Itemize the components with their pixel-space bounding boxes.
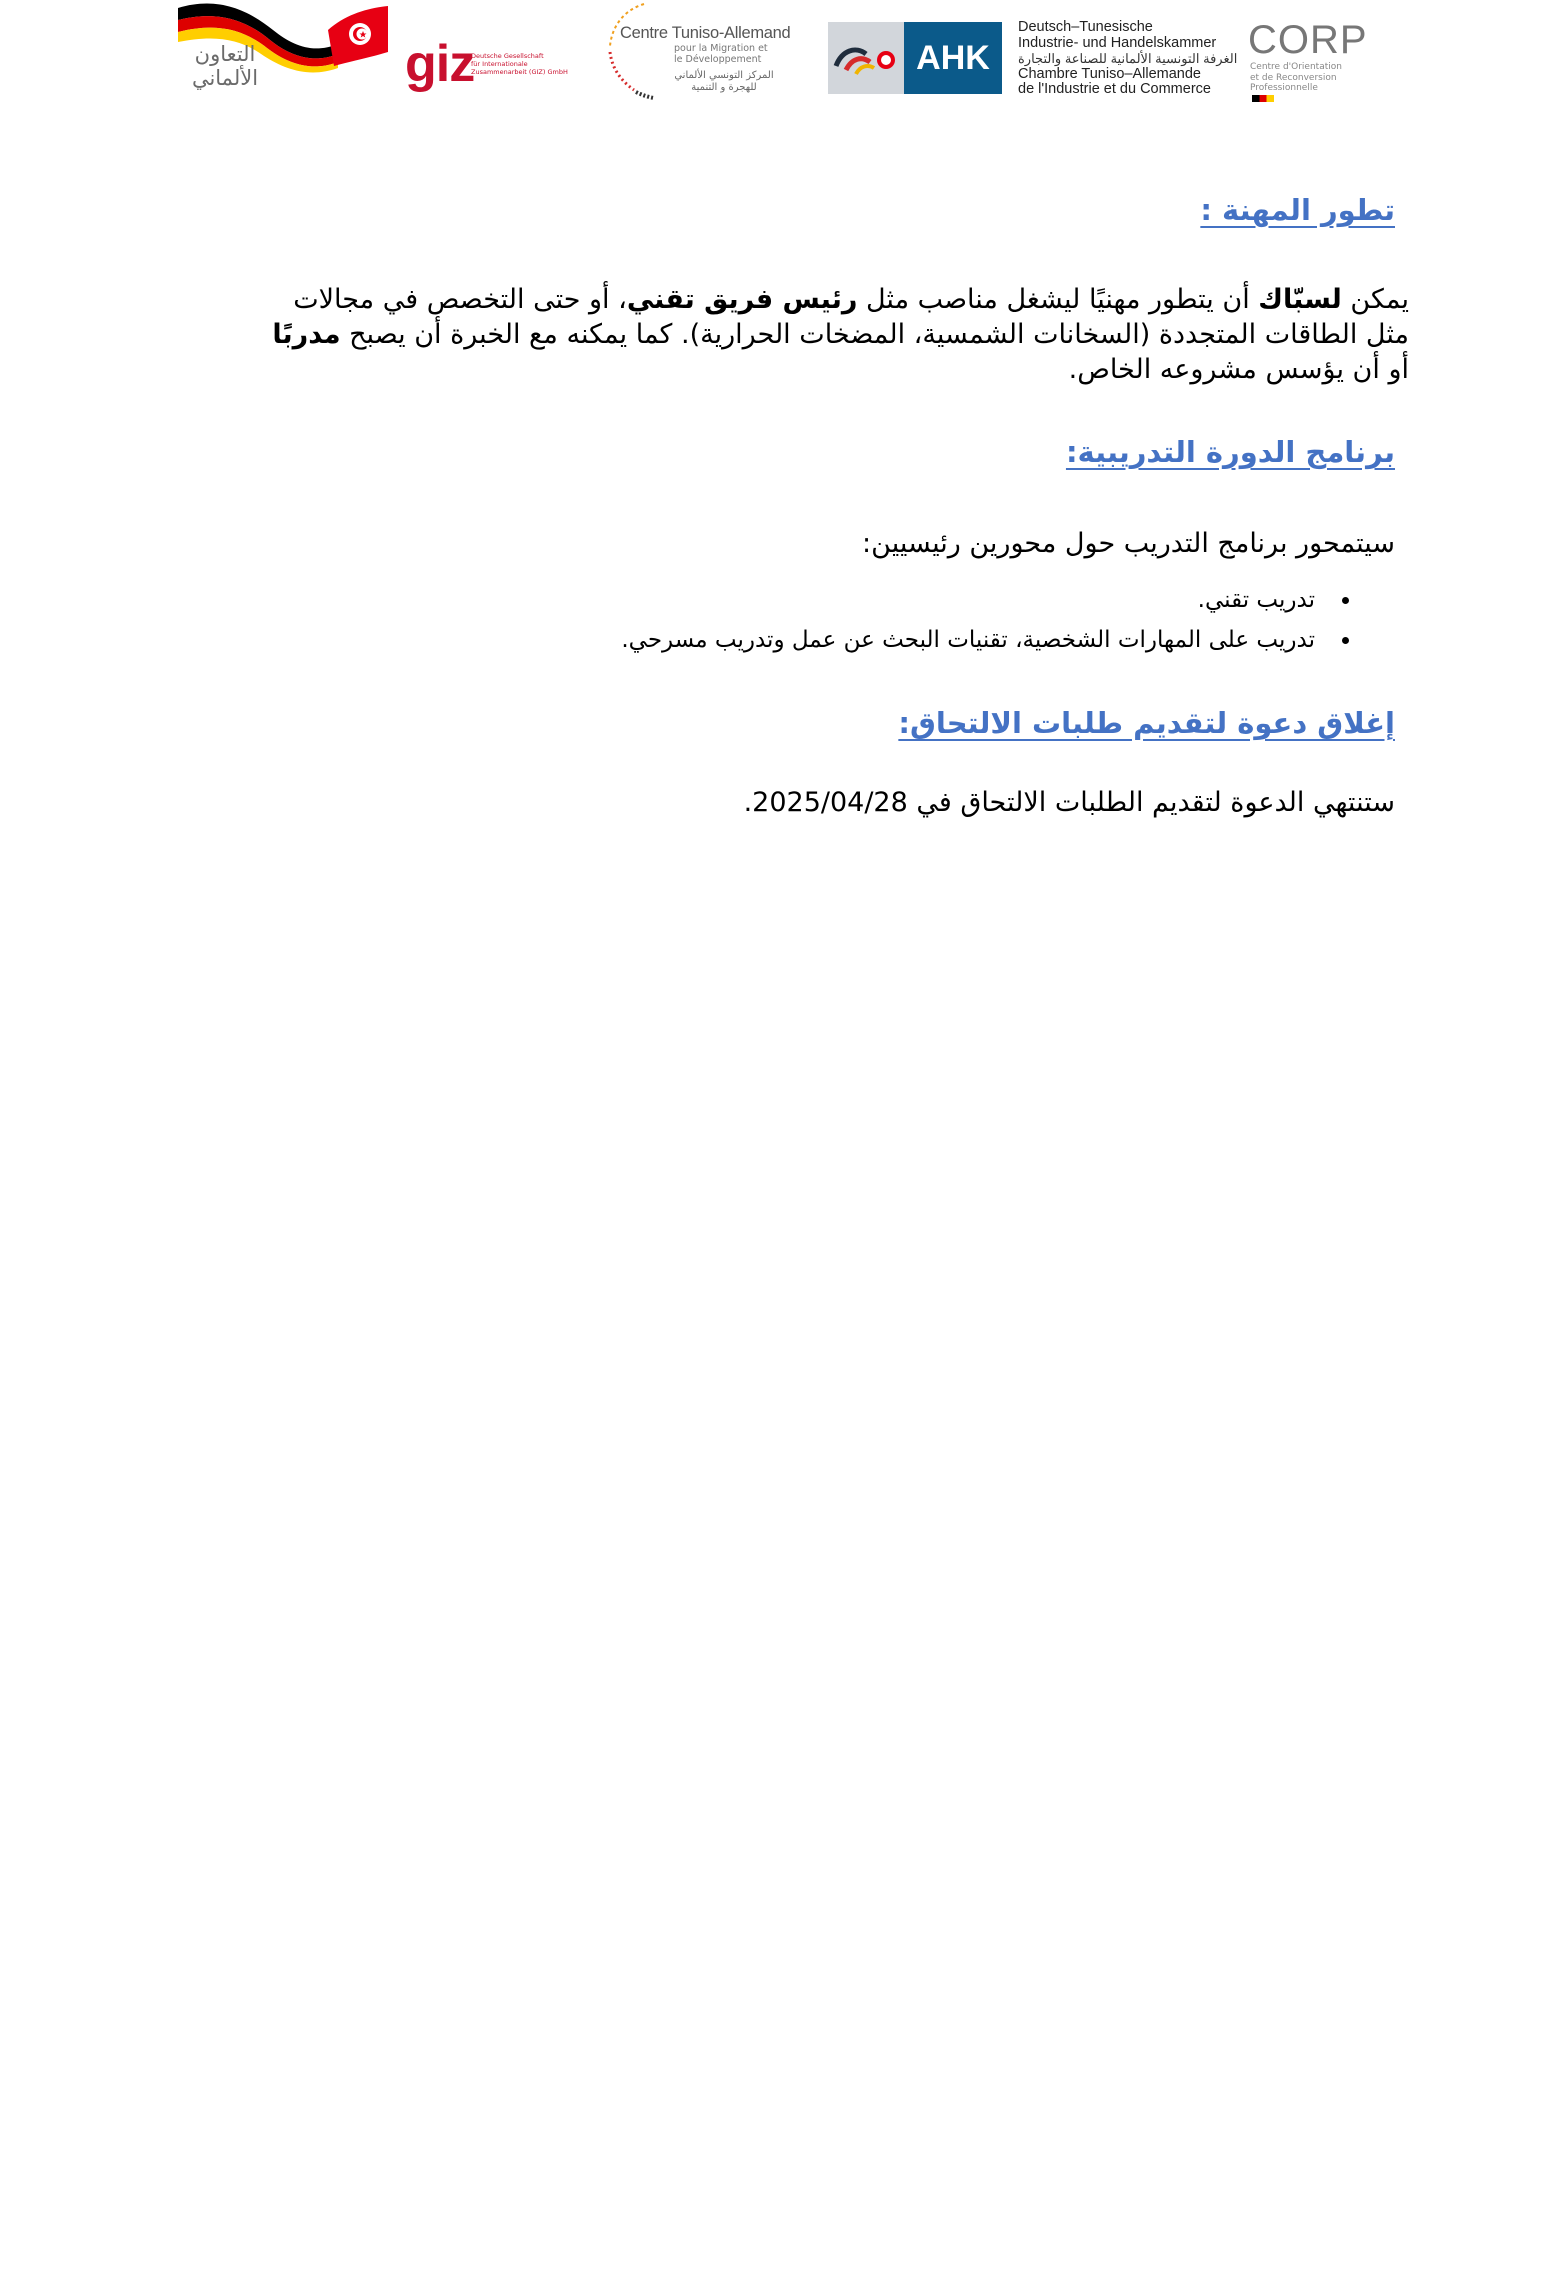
corp-wordmark: CORP [1248,18,1368,62]
ahk-line-arabic: الغرفة التونسية الألمانية للصناعة والتجارة [1018,51,1238,66]
ahk-logo [828,19,1238,97]
corp-logo [1248,18,1388,98]
centre-tuniso-allemand-logo [604,0,804,100]
ctam-sub-line: pour la Migration et [674,43,768,54]
career-bold-trainer: مدربًا [272,319,341,350]
list-item: • تدريب تقني. [179,580,1329,620]
cooperation-line-1: التعاون [194,42,256,66]
ahk-line: Deutsch–Tunesische [1018,19,1153,35]
giz-wordmark: giz [405,35,475,93]
list-item: • تدريب على المهارات الشخصية، تقنيات البحث عن عمل وتدريب مسرحي. [179,620,1329,660]
ahk-line: Industrie- und Handelskammer [1018,34,1217,51]
ahk-emblem [828,22,904,94]
corp-subtitle [1250,62,1342,104]
ctam-subtitle [674,43,768,65]
giz-sub-line: für Internationale [471,60,528,68]
cooperation-logo-text [180,42,270,90]
giz-logo [405,35,585,100]
ctam-arabic-subtitle [664,70,784,94]
career-heading: تطور المهنة : [1200,193,1395,227]
program-intro: سيتمحور برنامج التدريب حول محورين رئيسيين: [862,528,1395,559]
program-list [179,580,1387,660]
ahk-swirl-icon [832,36,900,80]
closing-heading: إغلاق دعوة لتقديم طلبات الالتحاق: [898,706,1395,740]
career-text: ، أو حتى التخصص في مجالات مثل الطاقات المتجددة (السخانات الشمسية، المضخات الحرارية). كما يمكنه مع الخبرة أن يصبح [293,284,1409,350]
ahk-wordmark: AHK [904,22,1002,94]
career-text: أن يتطور مهنيًا ليشغل مناصب مثل [857,284,1259,315]
ctam-ar-line: للهجرة و التنمية [691,82,757,93]
closing-text: ستنتهي الدعوة لتقديم الطلبات الالتحاق في 2025/04/28. [743,787,1395,818]
corp-sub-line: et de Reconversion [1250,72,1337,83]
ctam-sub-line: le Développement [674,54,762,65]
career-text: أو أن يؤسس مشروعه الخاص. [1068,354,1409,385]
german-flag-icon [1252,95,1274,102]
corp-sub-line: Centre d'Orientation [1250,62,1342,72]
ctam-ar-line: المركز التونسي الألماني [674,70,774,81]
ahk-line: Chambre Tuniso–Allemande [1018,65,1201,82]
corp-sub-line: Professionnelle [1250,83,1318,93]
ctam-title: Centre Tuniso-Allemand [620,24,791,42]
career-text: يمكن [1341,284,1409,315]
ahk-line: de l'Industrie et du Commerce [1018,81,1211,97]
giz-subtitle [471,52,591,76]
career-paragraph [245,282,1409,387]
cooperation-line-2: الألماني [191,66,259,90]
career-bold-plumber: لسبّاك [1258,284,1342,315]
career-bold-team-lead: رئيس فريق تقني [626,284,858,315]
giz-sub-line: Zusammenarbeit (GIZ) GmbH [471,68,568,76]
program-heading: برنامج الدورة التدريبية: [1065,435,1395,469]
ahk-text-block [1018,20,1237,98]
partner-logos-header [0,0,1557,110]
german-cooperation-logo [178,0,388,100]
giz-sub-line: Deutsche Gesellschaft [471,52,544,60]
